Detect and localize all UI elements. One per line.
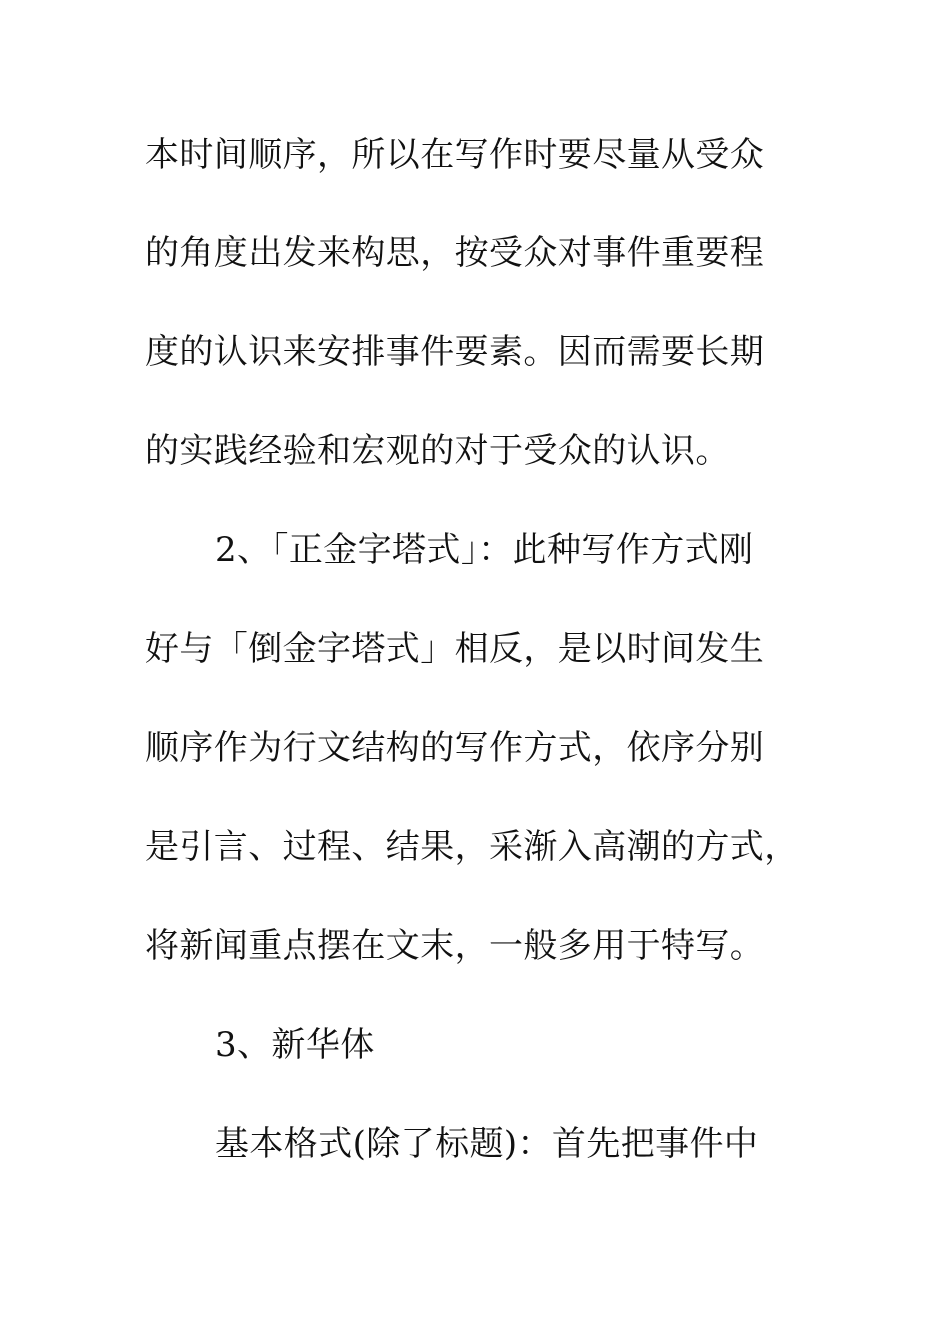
text-line: 是引言、过程、结果，采渐入高潮的方式， <box>145 827 799 867</box>
text-line: 的角度出发来构思，按受众对事件重要程 <box>145 233 765 273</box>
text-line: 的实践经验和宏观的对于受众的认识。 <box>145 431 730 471</box>
text-line: 顺序作为行文结构的写作方式，依序分别 <box>145 728 765 768</box>
paragraph-start-line: 2、「正金字塔式」：此种写作方式刚 <box>215 530 754 570</box>
text-line: 好与「倒金字塔式」相反，是以时间发生 <box>145 629 765 669</box>
text-line: 本时间顺序，所以在写作时要尽量从受众 <box>145 135 765 175</box>
section-heading: 3、新华体 <box>215 1025 375 1065</box>
paragraph-start-line: 基本格式(除了标题)：首先把事件中 <box>215 1124 759 1164</box>
text-line: 将新闻重点摆在文末，一般多用于特写。 <box>145 926 765 966</box>
text-line: 度的认识来安排事件要素。因而需要长期 <box>145 332 765 372</box>
